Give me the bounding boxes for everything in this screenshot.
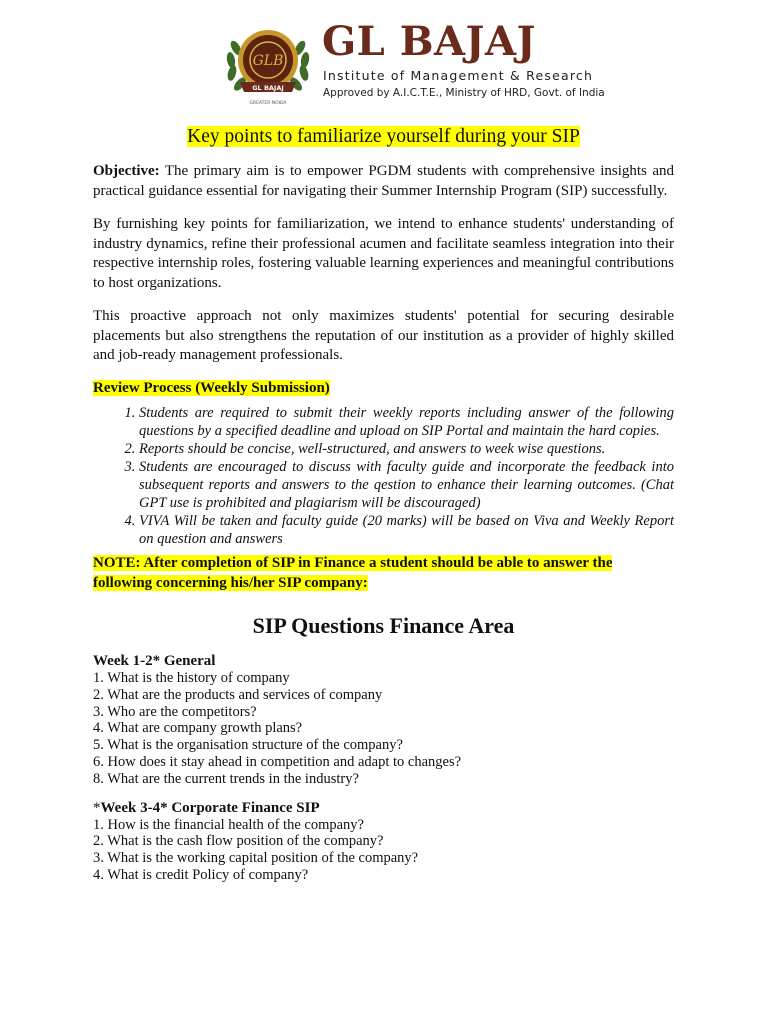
question-item: 1. What is the history of company (93, 670, 290, 686)
brand-subtitle: Institute of Management & Research (323, 68, 594, 83)
question-item: 3. What is the working capital position of the company? (93, 850, 419, 867)
question-item: 2. What are the products and services of company (93, 686, 383, 703)
institute-seal-logo (218, 18, 318, 108)
svg-text:GLB: GLB (252, 53, 284, 69)
review-step: 4. VIVA Will be taken and faculty guide (20 marks) will be based on Viva and Weekly Report on question and answers (139, 512, 674, 548)
familiarization-paragraph: By furnishing key points for familiarization, we intend to enhance students' understanding of industry dynamics, refine their professional acumen and facilitate seamless integration into their respective internship roles, fostering valuable learning experiences and meaningful contributions to host organizations. (93, 216, 674, 291)
review-steps-list (93, 404, 674, 548)
objective-paragraph (93, 162, 674, 201)
brand-name: GL BAJAJ (322, 18, 536, 65)
document-title: Key points to familiarize yourself during your SIP (187, 126, 580, 147)
review-step: 2. Reports should be concise, well-structured, and answers to week wise questions. (139, 440, 674, 458)
approval-line: Approved by A.I.C.T.E., Ministry of HRD, Govt. of India (323, 87, 605, 99)
svg-text:GREATER NOIDA: GREATER NOIDA (249, 101, 287, 106)
finance-note: NOTE: After completion of SIP in Finance a student should be able to answer the following concerning his/her SIP company: (93, 555, 613, 591)
question-item: 5. What is the organisation structure of the company? (93, 737, 403, 754)
review-step: 1. Students are required to submit their weekly reports including answer of the following questions by a specified deadline and upload on SIP Portal and maintain the hard copies. (139, 404, 674, 440)
question-item: 1. How is the financial health of the company? (93, 816, 364, 833)
question-item: 2. What is the cash flow position of the company? (93, 833, 384, 850)
area-title: SIP Questions Finance Area (252, 613, 515, 638)
week-3-4-questions (93, 817, 674, 884)
question-item: 3. Who are the competitors? (93, 703, 257, 720)
seal-ribbon-text: GL BAJAJ (252, 84, 284, 92)
institute-header (218, 18, 605, 108)
question-item: 4. What is credit Policy of company? (93, 866, 309, 883)
document-body (93, 125, 674, 884)
review-process-heading: Review Process (Weekly Submission) (93, 379, 330, 396)
objective-label: Objective: (93, 163, 160, 179)
week-3-4-heading: *Week 3-4* Corporate Finance SIP (93, 799, 320, 816)
review-step: 3. Students are encouraged to discuss with faculty guide and incorporate the feedback into subsequent reports and answers to the qestion to enhance their learning outcomes. (Chat GPT use is prohibited and plagiarism will be discouraged) (139, 458, 674, 512)
question-item: 4. What are company growth plans? (93, 720, 303, 737)
objective-text: The primary aim is to empower PGDM students with comprehensive insights and practical guidance essential for navigating their Summer Internship Program (SIP) successfully. (93, 163, 674, 199)
week-1-2-questions (93, 670, 674, 788)
approach-paragraph: This proactive approach not only maximizes students' potential for securing desirable placements but also strengthens the reputation of our institution as a provider of highly skilled and job-ready management professionals. (93, 308, 674, 363)
week-1-2-heading: Week 1-2* General (93, 653, 216, 669)
question-item: 6. How does it stay ahead in competition and adapt to changes? (93, 753, 462, 770)
question-item: 8. What are the current trends in the industry? (93, 770, 359, 787)
